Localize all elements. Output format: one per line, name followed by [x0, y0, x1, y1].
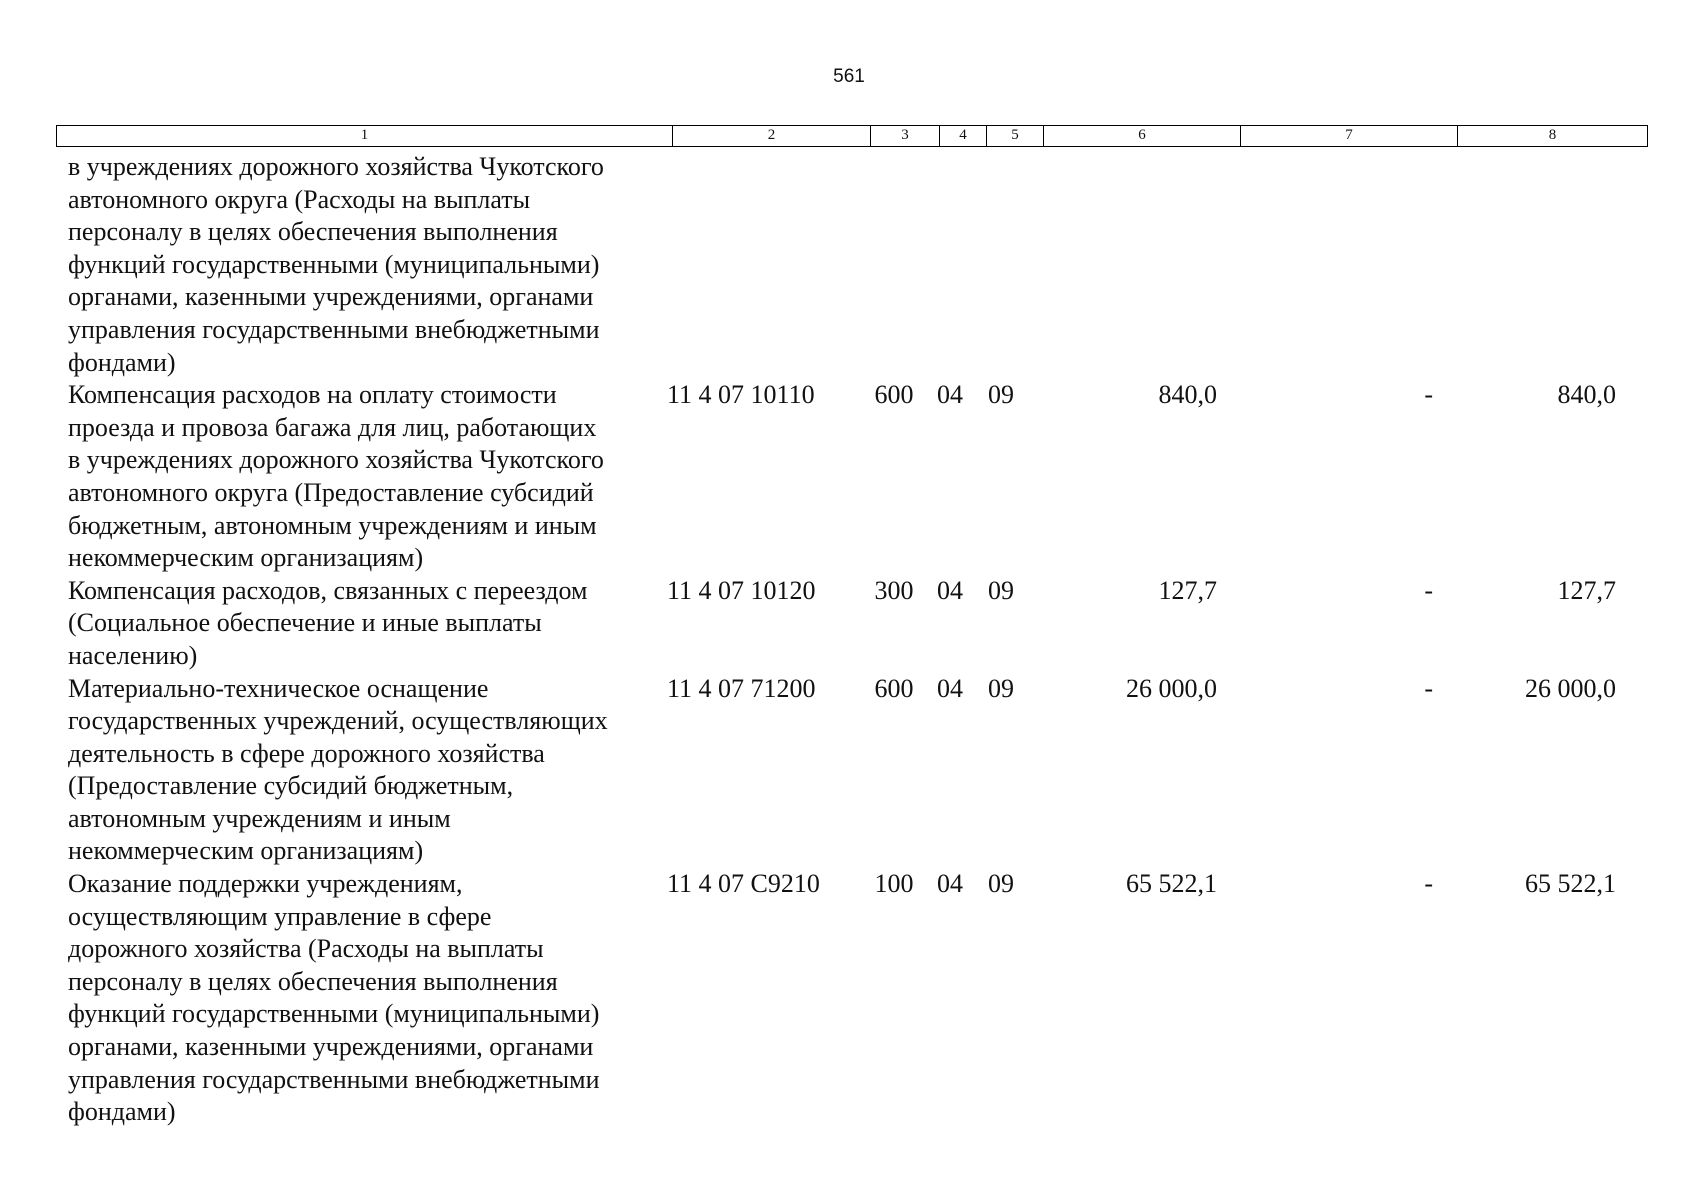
total-value: 26 000,0 [1525, 673, 1616, 703]
column-header-5: 5 [987, 126, 1044, 146]
subsection-code: 09 [988, 673, 1014, 703]
description-line: фондами) [68, 347, 176, 377]
table-row [68, 575, 1648, 673]
description-line: государственных учреждений, осуществляющих [68, 706, 608, 736]
table-row [68, 151, 1648, 379]
description-line: проезда и провоза багажа для лиц, работающих [68, 412, 597, 442]
description-line: автономного округа (Предоставление субсидий [68, 477, 594, 507]
change-value: - [1424, 575, 1433, 605]
change-value: - [1424, 673, 1433, 703]
expense-type: 300 [874, 575, 914, 605]
budget-table-body [68, 151, 1648, 1129]
column-header-1: 1 [57, 126, 673, 146]
amount-value: 127,7 [1158, 575, 1217, 605]
description-line: осуществляющим управление в сфере [68, 901, 492, 931]
description-line: (Социальное обеспечение и иные выплаты [68, 608, 542, 638]
column-header-8: 8 [1548, 127, 1557, 143]
description-line: некоммерческим организациям) [68, 543, 424, 573]
table-row [68, 868, 1648, 1129]
column-header-3: 3 [871, 126, 940, 146]
expense-type: 100 [874, 869, 914, 899]
description-line: Компенсация расходов, связанных с переездом [68, 575, 588, 605]
target-code: 11 4 07 10120 [667, 575, 816, 605]
description-line: (Предоставление субсидий бюджетным, [68, 771, 514, 801]
description-line: персоналу в целях обеспечения выполнения [68, 966, 558, 996]
description-line: автономным учреждениям и иным [68, 803, 451, 833]
table-row [68, 673, 1648, 869]
column-header-4: 4 [940, 126, 987, 146]
description-line: некоммерческим организациям) [68, 836, 424, 866]
total-value: 127,7 [1557, 575, 1616, 605]
amount-value: 65 522,1 [1126, 869, 1217, 899]
description-line: фондами) [68, 1097, 176, 1127]
description-line: функций государственными (муниципальными) [68, 999, 600, 1029]
change-value: - [1424, 869, 1433, 899]
row-description [68, 868, 665, 1129]
description-line: функций государственными (муниципальными) [68, 249, 600, 279]
row-description [68, 575, 665, 673]
target-code: 11 4 07 10110 [667, 380, 815, 410]
row-description [68, 379, 665, 575]
description-line: персоналу в целях обеспечения выполнения [68, 217, 558, 247]
amount-value: 840,0 [1158, 380, 1217, 410]
description-line: органами, казенными учреждениями, органами [68, 1032, 594, 1062]
description-line: Оказание поддержки учреждениям, [68, 869, 463, 899]
description-line: дорожного хозяйства (Расходы на выплаты [68, 934, 544, 964]
row-description [68, 673, 665, 869]
description-line: Компенсация расходов на оплату стоимости [68, 380, 557, 410]
change-value: - [1424, 380, 1433, 410]
description-line: населению) [68, 640, 198, 670]
total-value: 65 522,1 [1525, 869, 1616, 899]
total-value: 840,0 [1557, 380, 1616, 410]
description-line: в учреждениях дорожного хозяйства Чукотского [68, 445, 604, 475]
expense-type: 600 [874, 673, 914, 703]
description-line: органами, казенными учреждениями, органами [68, 282, 594, 312]
subsection-code: 09 [988, 380, 1014, 410]
description-line: деятельность в сфере дорожного хозяйства [68, 738, 545, 768]
subsection-code: 09 [988, 575, 1014, 605]
column-header-6: 6 [1044, 126, 1241, 146]
section-code: 04 [937, 380, 963, 410]
description-line: бюджетным, автономным учреждениям и иным [68, 510, 597, 540]
description-line: управления государственными внебюджетными [68, 1064, 600, 1094]
column-header-2: 2 [673, 126, 871, 146]
description-line: в учреждениях дорожного хозяйства Чукотского [68, 152, 604, 181]
description-line: автономного округа (Расходы на выплаты [68, 184, 531, 214]
description-line: управления государственными внебюджетными [68, 314, 600, 344]
row-description [68, 151, 665, 379]
subsection-code: 09 [988, 869, 1014, 899]
table-header-row [56, 125, 1648, 147]
table-row [68, 379, 1648, 575]
amount-value: 26 000,0 [1126, 673, 1217, 703]
page-number: 561 [833, 66, 865, 87]
description-line: Материально-техническое оснащение [68, 673, 489, 703]
target-code: 11 4 07 71200 [667, 673, 816, 703]
target-code: 11 4 07 С9210 [667, 869, 820, 899]
section-code: 04 [937, 869, 963, 899]
column-header-7: 7 [1241, 126, 1458, 146]
expense-type: 600 [874, 380, 914, 410]
section-code: 04 [937, 673, 963, 703]
section-code: 04 [937, 575, 963, 605]
